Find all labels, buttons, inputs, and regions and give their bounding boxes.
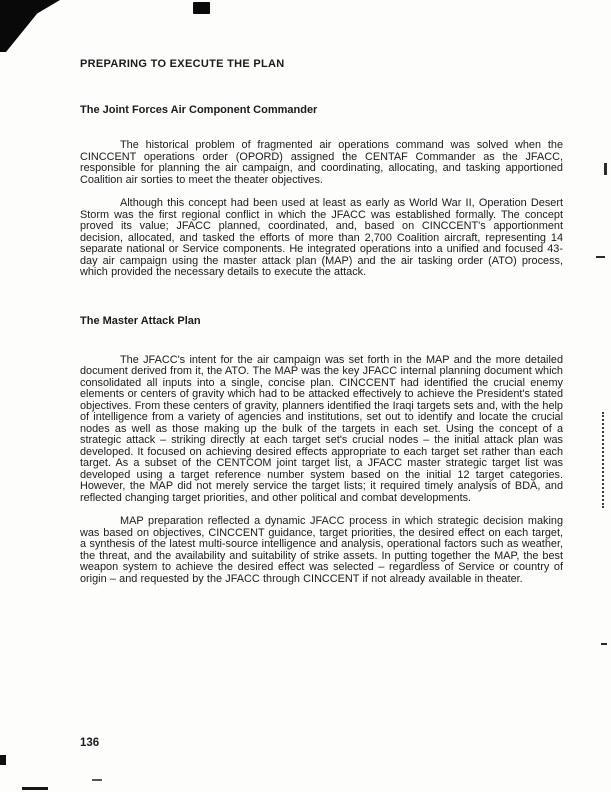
paragraph: The historical problem of fragmented air operations command was solved when the CINCCENT operations order (OPORD) assigned the CENTAF Commander as the JFACC, responsible for planning the air campaign, and coordinating, allocating, and tasking apportioned Coalition air sorties to meet the theater objectives. (80, 139, 563, 186)
page-number: 136 (80, 737, 100, 749)
scan-artifact-edge-tick (601, 643, 607, 645)
paragraph: The JFACC's intent for the air campaign was set forth in the MAP and the more detailed document derived from it, the ATO. The MAP was the key JFACC internal planning document which consolidated all inputs into a single, concise plan. CINCCENT had identified the crucial enemy elements or centers of gravity which had to be attacked effectively to achieve the President's stated objectives. From these centers of gravity, planners identified the Iraqi targets sets and, with the help of intelligence from a variety of agencies and institutions, set out to identify and locate the crucial nodes as well as those making up the bulk of the targets in each set. Using the concept of a strategic attack – striking directly at each target set's crucial nodes – the initial attack plan was developed. It focused on achieving desired effects appropriate to each target set rather than each target. As a subset of the CENTCOM joint target list, a JFACC master strategic target list was developed using a target reference number system based on the initial 12 target categories. However, the MAP did not merely service the target lists; it required timely analysis of BDA, and reflected changing target priorities, and other political and combat developments. (80, 353, 563, 504)
scan-artifact-corner-blot (0, 0, 60, 52)
text-block (80, 58, 563, 597)
scan-artifact-edge-tick (596, 256, 605, 258)
page-kicker-title: PREPARING TO EXECUTE THE PLAN (80, 58, 285, 70)
scan-artifact-bottom-mark (92, 779, 102, 781)
scan-artifact-dotted-edge (602, 412, 604, 508)
scan-artifact-bottom-mark (22, 787, 48, 790)
paragraph: MAP preparation reflected a dynamic JFACC process in which strategic decision making was based on objectives, CINCCENT guidance, target priorities, the desired effect on each target, a synthesis of the latest multi-source intelligence and analysis, operational factors such as weather, the threat, and the availability and suitability of strike assets. In putting together the MAP, the best weapon system to achieve the desired effect was selected – regardless of Service or country of origin – and requested by the JFACC through CINCCENT if not already available in theater. (80, 515, 563, 585)
scan-artifact-top-mark (193, 2, 210, 14)
section-heading-jfacc: The Joint Forces Air Component Commander (80, 104, 318, 116)
section-heading-master-attack-plan: The Master Attack Plan (80, 314, 201, 327)
paragraph: Although this concept had been used at least as early as World War II, Operation Desert Storm was the first regional conflict in which the JFACC was established formally. The concept proved its value; JFACC planned, coordinated, and, based on CINCCENT's apportionment decision, allocated, and tasked the efforts of more than 2,700 Coalition aircraft, representing 14 separate national or Service components. He integrated operations into a unified and focused 43-day air campaign using the master attack plan (MAP) and the air tasking order (ATO) process, which provided the necessary details to execute the attack. (80, 197, 563, 278)
scan-artifact-bottom-mark (0, 755, 6, 765)
scan-artifact-edge-tick (604, 163, 607, 175)
